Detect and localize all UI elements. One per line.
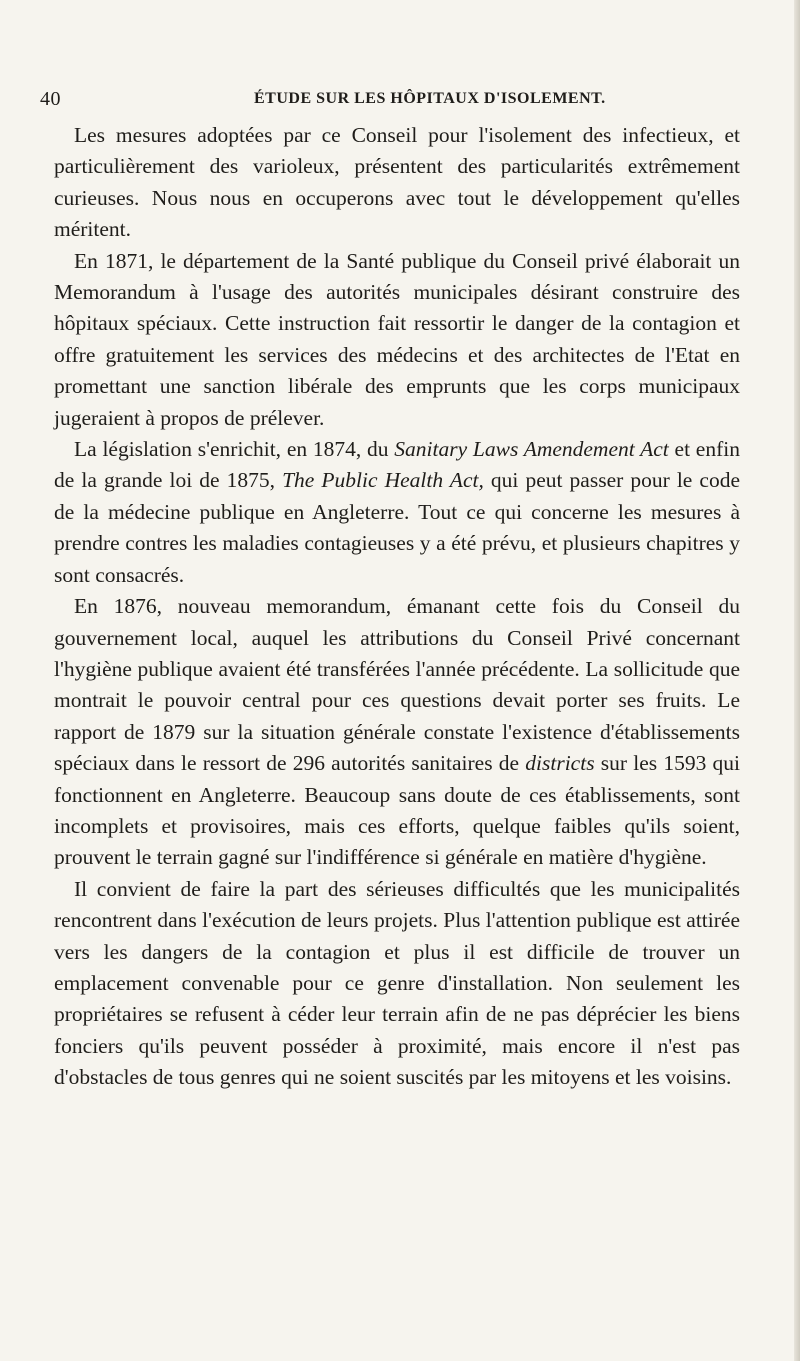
paragraph-3-part-3: qui peut passer pour le code de la médecine publique en Angleterre. Tout ce qui concerne les mesures à prendre contres les maladies contagieuses y a été prévu, et plusieurs chapitres y sont consacrés. — [54, 468, 740, 587]
paragraph-5: Il convient de faire la part des sérieuses difficultés que les municipalités rencontrent dans l'exécution de leurs projets. Plus l'attention publique est attirée vers les dangers de la contagion et plus il est difficile de trouver un emplacement convenable pour ce genre d'installation. Non seulement les propriétaires se refusent à céder leur terrain afin de ne pas déprécier les biens fonciers qu'ils peuvent posséder à proximité, mais encore il n'est pas d'obstacles de tous genres qui ne soient suscités par les mitoyens et les voisins. — [54, 876, 740, 1090]
paragraph-3-part-1: La législation s'enrichit, en 1874, du — [74, 437, 395, 462]
act-title-public-health: The Public Health Act, — [282, 468, 484, 493]
page-header — [40, 88, 740, 118]
page-edge-shadow — [794, 0, 800, 1361]
paragraph-1: Les mesures adoptées par ce Conseil pour l'isolement des infectieux, et particulièrement des varioleux, présentent des particularités extrêmement curieuses. Nous nous en occuperons avec tout le développement qu'elles méritent. — [54, 123, 740, 242]
paragraph-4-part-2: sur les 1593 qui fonctionnent en Angleterre. Beaucoup sans doute de ces établissements, sont incomplets et provisoires, mais ces efforts, quelque faibles qu'ils soient, prouvent le terrain gagné sur l'indifférence si générale en matière d'hygiène. — [54, 751, 740, 870]
paragraph-2: En 1871, le département de la Santé publique du Conseil privé élaborait un Memorandum à l'usage des autorités municipales désirant construire des hôpitaux spéciaux. Cette instruction fait ressortir le danger de la contagion et offre gratuitement les services des médecins et des architectes de l'Etat en promettant une sanction libérale des emprunts que les corps municipaux jugeraient à propos de prélever. — [54, 248, 740, 430]
paragraph-3-part-2: et enfin de la grande loi de 1875, — [54, 437, 740, 493]
paragraph-4 — [54, 591, 740, 874]
paragraph-3 — [54, 434, 740, 591]
paragraph-4-part-1: En 1876, nouveau memorandum, émanant cette fois du Conseil du gouvernement local, auquel les attributions du Conseil Privé concernant l'hygiène publique avaient été transférées l'année précédente. La sollicitude que montrait le pouvoir central pour ces questions devait porter ses fruits. Le rapport de 1879 sur la situation générale constate l'existence d'établissements spéciaux dans le ressort de 296 autorités sanitaires de — [54, 594, 740, 776]
act-title-sanitary-laws: Sanitary Laws Amendement Act — [394, 437, 669, 462]
page-number: 40 — [40, 88, 61, 110]
running-title: ÉTUDE SUR LES HÔPITAUX D'ISOLEMENT. — [254, 90, 606, 107]
body-text — [54, 120, 740, 1094]
italic-districts: districts — [525, 751, 595, 776]
